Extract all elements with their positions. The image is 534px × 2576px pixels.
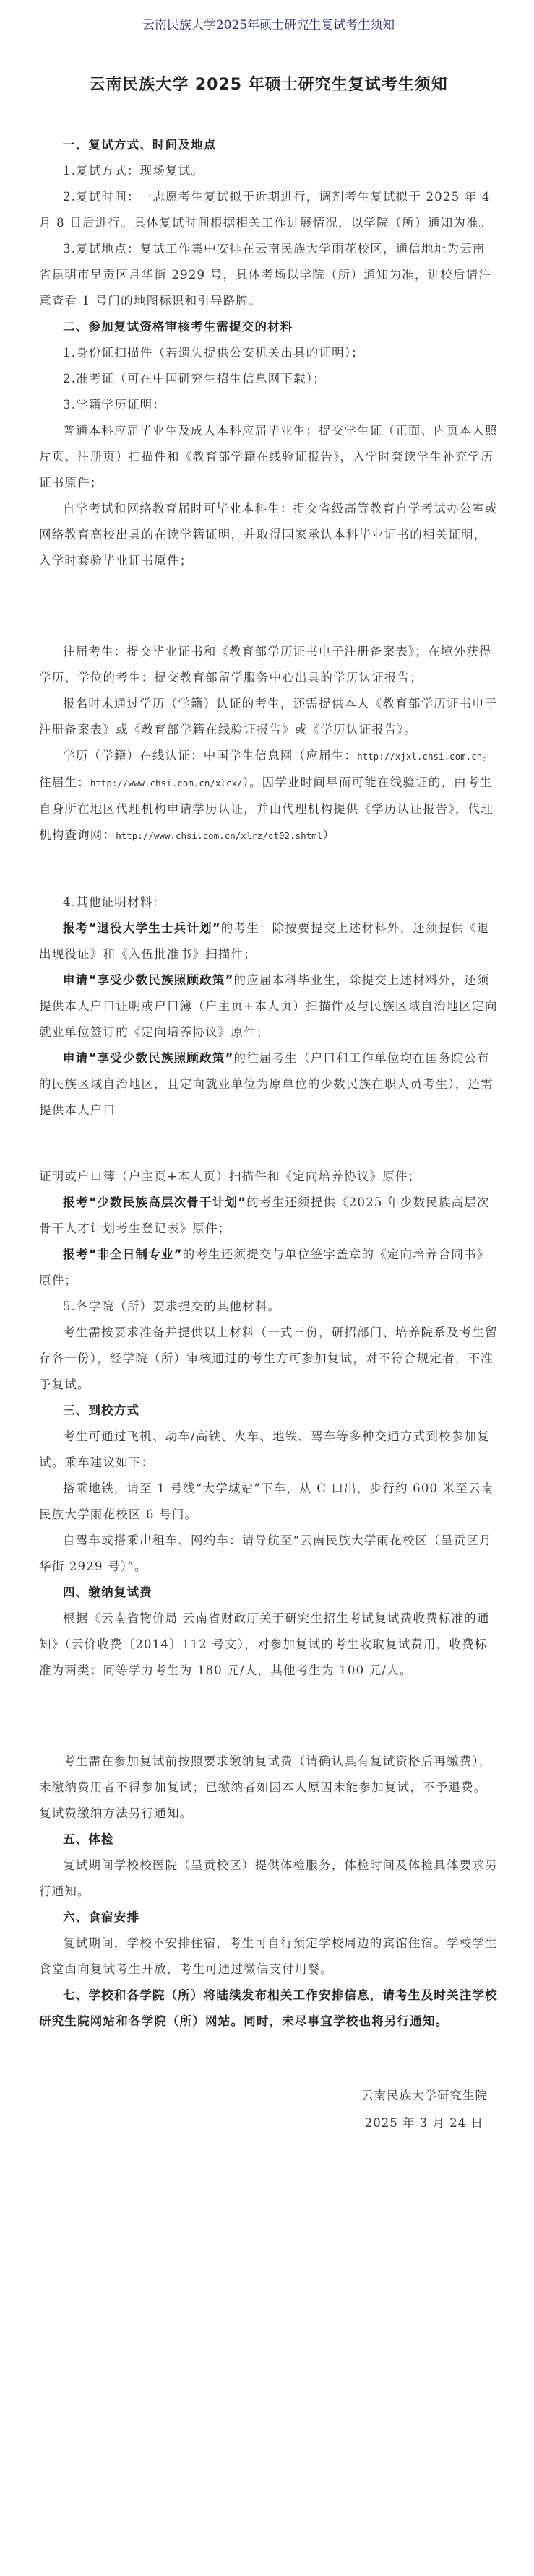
bold-lead: 报考“退役大学生士兵计划”: [63, 921, 221, 935]
s1-paragraph: 2.复试时间：一志愿考生复试拟于近期进行，调剂考生复试拟于 2025 年 4 月 8 日后进行。具体复试时间根据相关工作进展情况，以学院（所）通知为准。: [39, 190, 492, 230]
s2-paragraph: 3.学籍学历证明：: [63, 398, 166, 412]
s2-paragraph: 证明或户口簿（户主页+本人页）扫描件和《定向培养协议》原件；: [39, 1170, 421, 1183]
blank-space: [39, 1123, 498, 1164]
s3-paragraph: 自驾车或搭乘出租车、网约车：请导航至“云南民族大学雨花校区（呈贡区月华街 2929 号）”。: [39, 1533, 492, 1573]
bold-lead: 报考“少数民族高层次骨干计划”: [63, 1196, 247, 1209]
s4-paragraph: 根据《云南省物价局 云南省财政厅关于研究生招生考试复试费收费标准的通知》（云价收费〔2014〕112 号文），对参加复试的考生收取复试费用，收费标准为两类：同等学力考生为 180 元/人，其他考生为 100 元/人。: [39, 1611, 490, 1677]
blank-space: [39, 574, 498, 639]
text-span: 学历（学籍）在线认证：中国学生信息网（应届生：: [63, 749, 358, 762]
text-span: 的考生还须提交与单位签字盖章的《定向培养合同书》原件；: [39, 1248, 490, 1287]
section-1-heading: 一、复试方式、时间及地点: [63, 138, 217, 152]
section-3-heading: 三、到校方式: [63, 1404, 140, 1417]
s2-paragraph-online-verification: [39, 743, 498, 849]
s5-paragraph: 复试期间学校校医院（呈贡校区）提供体检服务，体检时间及体检具体要求另行通知。: [39, 1858, 498, 1898]
bold-lead: 申请“享受少数民族照顾政策”: [63, 973, 234, 987]
s2-paragraph: 往届考生：提交毕业证书和《教育部学历证书电子注册备案表》；在境外获得学历、学位的考生：提交教育部留学服务中心出具的学历认证报告；: [39, 645, 492, 684]
section-5-heading: 五、体检: [63, 1832, 114, 1846]
text-span: 的考生还须提供《2025 年少数民族高层次骨干人才计划考生登记表》原件；: [39, 1196, 490, 1235]
s2-paragraph: [39, 1045, 498, 1123]
bold-lead: 申请“享受少数民族照顾政策”: [63, 1051, 234, 1065]
url-link[interactable]: http://www.chsi.com.cn/xlcx/: [90, 778, 243, 788]
s2-paragraph: 5.各学院（所）要求提交的其他材料。: [63, 1300, 281, 1313]
s2-paragraph: [39, 1190, 498, 1242]
header-title-link[interactable]: 云南民族大学2025年硕士研究生复试考生须知: [142, 18, 395, 32]
s6-paragraph: 复试期间，学校不安排住宿，考生可自行预定学校周边的宾馆住宿。学校学生食堂面向复试考生开放，考生可通过微信支付用餐。: [39, 1936, 498, 1976]
s2-paragraph: 4.其他证明材料：: [63, 895, 166, 909]
section-6-heading: 六、食宿安排: [63, 1910, 140, 1924]
text-span: 。往届生：: [39, 749, 495, 789]
s2-paragraph: 自学考试和网络教育届时可毕业本科生：提交省级高等教育自学考试办公室或网络教育高校出具的在读学籍证明，并取得国家承认本科毕业证书的相关证明，入学时套验毕业证书原件；: [39, 502, 498, 567]
text-span: ）。因学业时间早而可能在线验证的，由考生自身所在地区代理机构申请学历认证，并由代理机构提供《学历认证报告》，代理机构查询网：: [39, 775, 494, 842]
signature-date: 2025 年 3 月 24 日: [364, 2116, 483, 2130]
s3-paragraph: 搭乘地铁，请至 1 号线“大学城站”下车，从 C 口出，步行约 600 米至云南民族大学雨花校区 6 号门。: [39, 1481, 494, 1521]
blank-space: [39, 1684, 498, 1749]
url-link[interactable]: http://www.chsi.com.cn/xlrz/ct02.shtml: [116, 830, 323, 841]
s2-paragraph: 2.准考证（可在中国研究生招生信息网下载）；: [63, 372, 326, 386]
section-4-heading: 四、缴纳复试费: [63, 1585, 152, 1599]
text-span: 的往届考生（户口和工作单位均在国务院公布的民族区域自治地区，且定向就业单位为原单位的少数民族在职人员考生），还需提供本人户口: [39, 1051, 494, 1117]
s2-paragraph: 1.身份证扫描件（若遗失提供公安机关出具的证明）；: [63, 346, 364, 360]
text-span: ）: [322, 828, 335, 842]
section-2-heading: 二、参加复试资格审核考生需提交的材料: [63, 320, 293, 334]
url-link[interactable]: http://xjxl.chsi.com.cn: [357, 751, 483, 762]
text-span: 的应届本科毕业生，除提交上述材料外，还须提供本人户口证明或户口簿（户主页+本人页）扫描件及与民族区域自治地区定向就业单位签订的《定向培养协议》原件；: [39, 973, 498, 1039]
s2-paragraph: [39, 915, 498, 967]
section-7-paragraph: 七、学校和各学院（所）将陆续发布相关工作安排信息，请考生及时关注学校研究生院网站和各学院（所）网站。同时，未尽事宜学校也将另行通知。: [39, 1988, 498, 2028]
s2-paragraph: 考生需按要求准备并提供以上材料（一式三份，研招部门、培养院系及考生留存各一份），经学院（所）审核通过的考生方可参加复试，对不符合规定者，不准予复试。: [39, 1326, 498, 1391]
s1-paragraph: 1.复试方式：现场复试。: [63, 164, 204, 178]
blank-space: [39, 849, 498, 889]
bold-lead: 报考“非全日制专业”: [63, 1248, 183, 1261]
s4-paragraph: 考生需在参加复试前按照要求缴纳复试费（请确认具有复试资格后再缴费），未缴纳费用者不得参加复试；已缴纳者如因本人原因未能参加复试，不予退费。复试费缴纳方法另行通知。: [39, 1754, 492, 1820]
s2-paragraph: [39, 1242, 498, 1294]
s1-paragraph: 3.复试地点：复试工作集中安排在云南民族大学雨花校区，通信地址为云南省昆明市呈贡区月华街 2929 号，具体考场以学院（所）通知为准，进校后请注意查看 1 号门的地图标识和引导路牌。: [39, 242, 492, 308]
s2-paragraph: 普通本科应届毕业生及成人本科应届毕业生：提交学生证（正面、内页本人照片页、注册页）扫描件和《教育部学籍在线验证报告》，入学时套读学生补充学历证书原件；: [39, 424, 498, 489]
signature-org: 云南民族大学研究生院: [361, 2089, 488, 2102]
document-body: [39, 132, 498, 2035]
text-span: 的考生：除按要提交上述材料外，还须提供《退出现役证》和《入伍批准书》扫描件；: [39, 921, 490, 961]
document-title: 云南民族大学 2025 年硕士研究生复试考生须知: [89, 76, 448, 94]
s2-paragraph: [39, 967, 498, 1045]
signature-block: [39, 2082, 498, 2137]
s2-paragraph: 报名时未通过学历（学籍）认证的考生，还需提供本人《教育部学历证书电子注册备案表》或《教育部学籍在线验证报告》或《学历认证报告》。: [39, 697, 498, 736]
s3-paragraph: 考生可通过飞机、动车/高铁、火车、地铁、驾车等多种交通方式到校参加复试。乘车建议如下：: [39, 1430, 490, 1469]
